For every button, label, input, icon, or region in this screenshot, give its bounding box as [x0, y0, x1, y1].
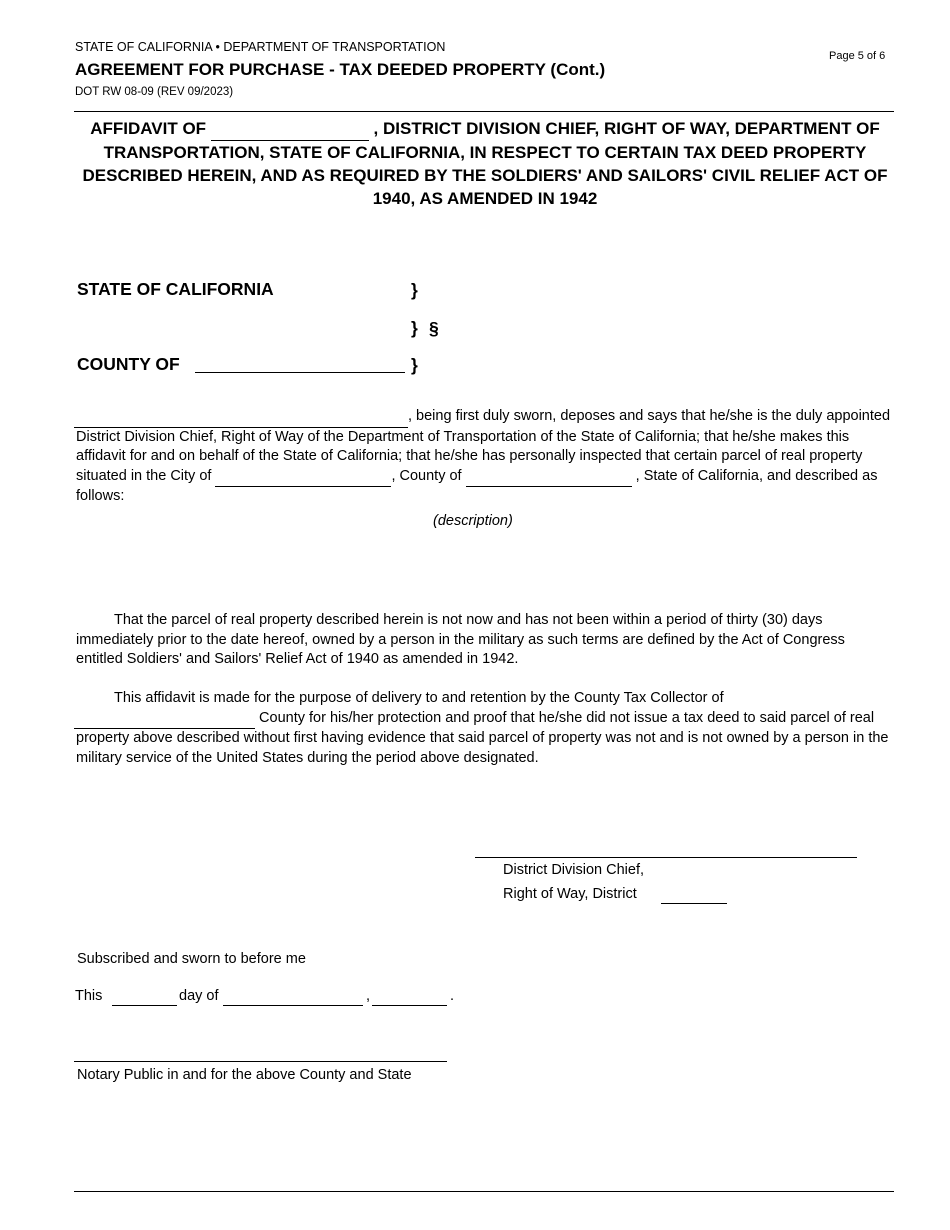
paragraph-3-text-a: This affidavit is made for the purpose of delivery to and retention by the County Tax Collector of: [114, 690, 724, 706]
district-field[interactable]: [661, 903, 727, 904]
affidavit-paragraph-2: [76, 611, 894, 670]
year-field[interactable]: [372, 1005, 447, 1006]
signer-title-line-1: District Division Chief,: [503, 862, 644, 878]
date-comma: ,: [366, 988, 371, 1004]
signature-line[interactable]: [475, 857, 857, 858]
city-field[interactable]: [215, 467, 391, 488]
venue-county-field[interactable]: [195, 372, 405, 373]
tax-collector-county-field[interactable]: [74, 709, 255, 730]
venue-state-label: STATE OF CALIFORNIA: [77, 279, 274, 299]
venue-county-label: COUNTY OF: [77, 354, 180, 374]
footer-divider: [74, 1191, 894, 1192]
paragraph-1-text-c: , State of California, and described as follows:: [76, 467, 878, 504]
affiant-name-body-field[interactable]: [74, 407, 408, 428]
affidavit-heading-text: , DISTRICT DIVISION CHIEF, RIGHT OF WAY, DEPARTMENT OF TRANSPORTATION, STATE OF CALIFORNIA, IN RESPECT TO CERTAIN TAX DEED PROPERTY DESCRIBED HEREIN, AND AS REQUIRED BY THE SOLDIERS' AND SAILORS' CIVIL RELIEF ACT OF 1940, AS AMENDED IN 1942: [82, 119, 888, 208]
form-number: DOT RW 08-09 (REV 09/2023): [75, 86, 234, 98]
form-title: AGREEMENT FOR PURCHASE - TAX DEEDED PROPERTY (Cont.): [75, 60, 606, 79]
notary-label: Notary Public in and for the above County and State: [77, 1067, 412, 1083]
day-field[interactable]: [112, 1005, 177, 1006]
subscribed-text: Subscribed and sworn to before me: [77, 951, 306, 967]
description-label: (description): [433, 513, 513, 529]
affidavit-heading-prefix: AFFIDAVIT OF: [90, 119, 207, 138]
venue-brace-2: }: [411, 318, 418, 338]
affiant-name-field[interactable]: [211, 117, 369, 141]
section-symbol: §: [429, 318, 439, 338]
day-of-label: day of: [179, 988, 219, 1004]
affidavit-heading: [75, 117, 895, 210]
month-field[interactable]: [223, 1005, 363, 1006]
affidavit-paragraph-3: [76, 689, 894, 768]
paragraph-2-text: That the parcel of real property described herein is not now and has not been within a period of thirty (30) days immediately prior to the date hereof, owned by a person in the military as such terms are defined by the Act of Congress entitled Soldiers' and Sailors' Relief Act of 1940 as amended in 1942.: [76, 612, 845, 667]
notary-signature-line[interactable]: [74, 1061, 447, 1062]
paragraph-1-text-b: , County of: [391, 467, 462, 484]
paragraph-1-text-a: , being first duly sworn, deposes and says that he/she is the duly appointed District Division Chief, Right of Way of the Department of Transportation of the State of California; that he/she makes this affidavit for and on behalf of the State of California; that he/she has personally inspected that certain parcel of real property situated in the City of: [76, 408, 891, 484]
agency-name: STATE OF CALIFORNIA • DEPARTMENT OF TRANSPORTATION: [75, 40, 446, 54]
paragraph-3-text-b: County for his/her protection and proof that he/she did not issue a tax deed to said parcel of real property above described without first having evidence that said parcel of property was not and is not owned by a person in the military service of the United States during the period above designated.: [76, 709, 889, 766]
county-field[interactable]: [466, 467, 632, 488]
venue-brace-1: }: [411, 280, 418, 300]
date-period: .: [450, 988, 455, 1004]
affidavit-paragraph-1: [76, 407, 894, 507]
signer-title-line-2: Right of Way, District: [503, 886, 637, 902]
page-number: Page 5 of 6: [829, 50, 886, 62]
venue-brace-3: }: [411, 355, 418, 375]
header-divider: [74, 111, 894, 112]
this-label: This: [75, 988, 103, 1004]
